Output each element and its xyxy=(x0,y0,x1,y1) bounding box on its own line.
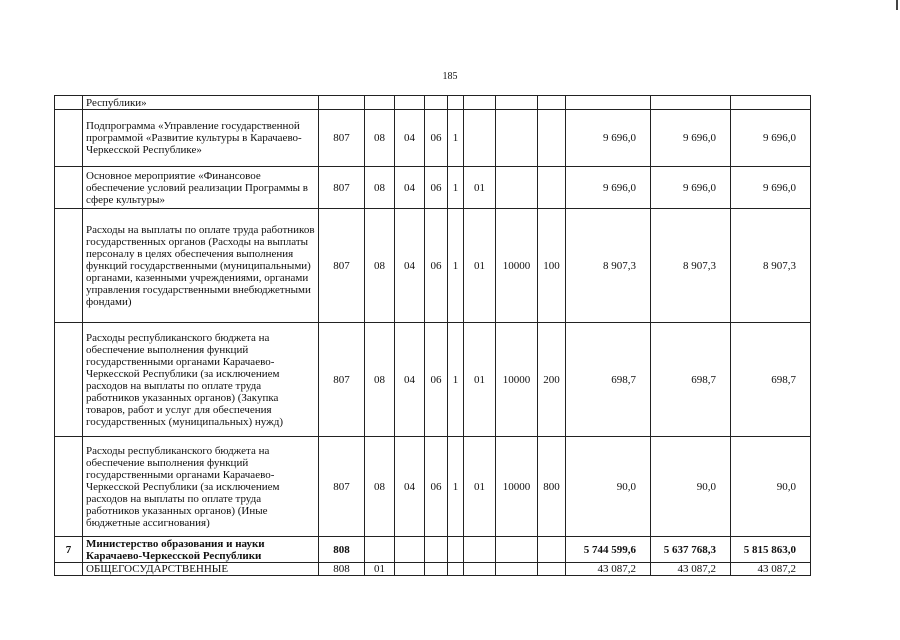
row-number xyxy=(55,323,83,437)
expense-type-code xyxy=(538,167,566,209)
subsection-code: 04 xyxy=(395,110,425,167)
ministry-code: 807 xyxy=(319,323,365,437)
amount-year-1: 8 907,3 xyxy=(566,209,651,323)
amount-year-2: 9 696,0 xyxy=(651,110,731,167)
table-row xyxy=(55,110,811,167)
amount-year-3: 43 087,2 xyxy=(731,563,811,576)
amount-year-1: 90,0 xyxy=(566,437,651,537)
table-row xyxy=(55,537,811,563)
expense-type-code: 100 xyxy=(538,209,566,323)
subsection-code xyxy=(395,537,425,563)
main-activity-code xyxy=(464,96,496,110)
subprogram-code: 1 xyxy=(448,323,464,437)
program-code xyxy=(425,537,448,563)
main-activity-code xyxy=(464,563,496,576)
row-number xyxy=(55,437,83,537)
item-name: Расходы на выплаты по оплате труда работников государственных органов (Расходы на выплаты персоналу в целях обеспечения выполнения функций государственными (муниципальными) органами, казенными учреждениями, органами управления государственными внебюджетными фондами) xyxy=(83,209,319,323)
table-row xyxy=(55,437,811,537)
section-code: 08 xyxy=(365,167,395,209)
item-name: Основное мероприятие «Финансовое обеспечение условий реализации Программы в сфере культуры» xyxy=(83,167,319,209)
main-activity-code xyxy=(464,537,496,563)
expense-type-code xyxy=(538,537,566,563)
item-name: Расходы республиканского бюджета на обеспечение выполнения функций государственными органами Карачаево-Черкесской Республики (за исключением расходов на выплаты по оплате труда работников указанных органов) (Иные бюджетные ассигнования) xyxy=(83,437,319,537)
subprogram-code xyxy=(448,96,464,110)
subprogram-code xyxy=(448,537,464,563)
row-number: 7 xyxy=(55,537,83,563)
table-row xyxy=(55,96,811,110)
subsection-code: 04 xyxy=(395,209,425,323)
amount-year-3: 9 696,0 xyxy=(731,110,811,167)
program-code xyxy=(425,563,448,576)
amount-year-1: 9 696,0 xyxy=(566,110,651,167)
item-name: ОБЩЕГОСУДАРСТВЕННЫЕ xyxy=(83,563,319,576)
ministry-code: 808 xyxy=(319,537,365,563)
section-code: 08 xyxy=(365,110,395,167)
table-row xyxy=(55,563,811,576)
ministry-code: 807 xyxy=(319,209,365,323)
subsection-code: 04 xyxy=(395,167,425,209)
main-activity-code: 01 xyxy=(464,209,496,323)
budget-table xyxy=(54,95,811,576)
section-code: 08 xyxy=(365,209,395,323)
row-number xyxy=(55,96,83,110)
amount-year-3: 5 815 863,0 xyxy=(731,537,811,563)
ministry-code: 807 xyxy=(319,110,365,167)
direction-code xyxy=(496,96,538,110)
row-number xyxy=(55,110,83,167)
direction-code xyxy=(496,563,538,576)
amount-year-2: 90,0 xyxy=(651,437,731,537)
direction-code: 10000 xyxy=(496,437,538,537)
subsection-code xyxy=(395,96,425,110)
program-code: 06 xyxy=(425,209,448,323)
main-activity-code xyxy=(464,110,496,167)
table-row xyxy=(55,209,811,323)
amount-year-3 xyxy=(731,96,811,110)
amount-year-2: 5 637 768,3 xyxy=(651,537,731,563)
ministry-code: 808 xyxy=(319,563,365,576)
row-number xyxy=(55,563,83,576)
subprogram-code: 1 xyxy=(448,167,464,209)
amount-year-1 xyxy=(566,96,651,110)
subprogram-code xyxy=(448,563,464,576)
row-number xyxy=(55,167,83,209)
section-code xyxy=(365,537,395,563)
scan-mark xyxy=(896,0,898,10)
amount-year-1: 9 696,0 xyxy=(566,167,651,209)
main-activity-code: 01 xyxy=(464,167,496,209)
expense-type-code: 800 xyxy=(538,437,566,537)
amount-year-2: 8 907,3 xyxy=(651,209,731,323)
program-code: 06 xyxy=(425,110,448,167)
direction-code: 10000 xyxy=(496,323,538,437)
ministry-code: 807 xyxy=(319,437,365,537)
row-number xyxy=(55,209,83,323)
amount-year-1: 43 087,2 xyxy=(566,563,651,576)
expense-type-code xyxy=(538,563,566,576)
section-code: 08 xyxy=(365,323,395,437)
page-number: 185 xyxy=(442,71,458,82)
ministry-code: 807 xyxy=(319,167,365,209)
item-name: Республики» xyxy=(83,96,319,110)
amount-year-1: 698,7 xyxy=(566,323,651,437)
amount-year-2: 43 087,2 xyxy=(651,563,731,576)
amount-year-3: 698,7 xyxy=(731,323,811,437)
amount-year-3: 90,0 xyxy=(731,437,811,537)
expense-type-code xyxy=(538,110,566,167)
section-code: 08 xyxy=(365,437,395,537)
direction-code xyxy=(496,110,538,167)
amount-year-3: 9 696,0 xyxy=(731,167,811,209)
program-code xyxy=(425,96,448,110)
amount-year-3: 8 907,3 xyxy=(731,209,811,323)
section-code: 01 xyxy=(365,563,395,576)
direction-code: 10000 xyxy=(496,209,538,323)
amount-year-2: 9 696,0 xyxy=(651,167,731,209)
item-name: Министерство образования и науки Карачаево-Черкесской Республики xyxy=(83,537,319,563)
expense-type-code: 200 xyxy=(538,323,566,437)
main-activity-code: 01 xyxy=(464,437,496,537)
table-row xyxy=(55,323,811,437)
item-name: Подпрограмма «Управление государственной программой «Развитие культуры в Карачаево-Черкесской Республике» xyxy=(83,110,319,167)
table-row xyxy=(55,167,811,209)
subprogram-code: 1 xyxy=(448,437,464,537)
direction-code xyxy=(496,167,538,209)
program-code: 06 xyxy=(425,167,448,209)
subprogram-code: 1 xyxy=(448,110,464,167)
subprogram-code: 1 xyxy=(448,209,464,323)
direction-code xyxy=(496,537,538,563)
subsection-code: 04 xyxy=(395,323,425,437)
subsection-code: 04 xyxy=(395,437,425,537)
subsection-code xyxy=(395,563,425,576)
expense-type-code xyxy=(538,96,566,110)
amount-year-1: 5 744 599,6 xyxy=(566,537,651,563)
amount-year-2 xyxy=(651,96,731,110)
section-code xyxy=(365,96,395,110)
program-code: 06 xyxy=(425,323,448,437)
program-code: 06 xyxy=(425,437,448,537)
item-name: Расходы республиканского бюджета на обеспечение выполнения функций государственными органами Карачаево-Черкесской Республики (за исключением расходов на выплаты по оплате труда работников указанных органов) (Закупка товаров, работ и услуг для обеспечения государственных (муниципальных) нужд) xyxy=(83,323,319,437)
amount-year-2: 698,7 xyxy=(651,323,731,437)
ministry-code xyxy=(319,96,365,110)
main-activity-code: 01 xyxy=(464,323,496,437)
